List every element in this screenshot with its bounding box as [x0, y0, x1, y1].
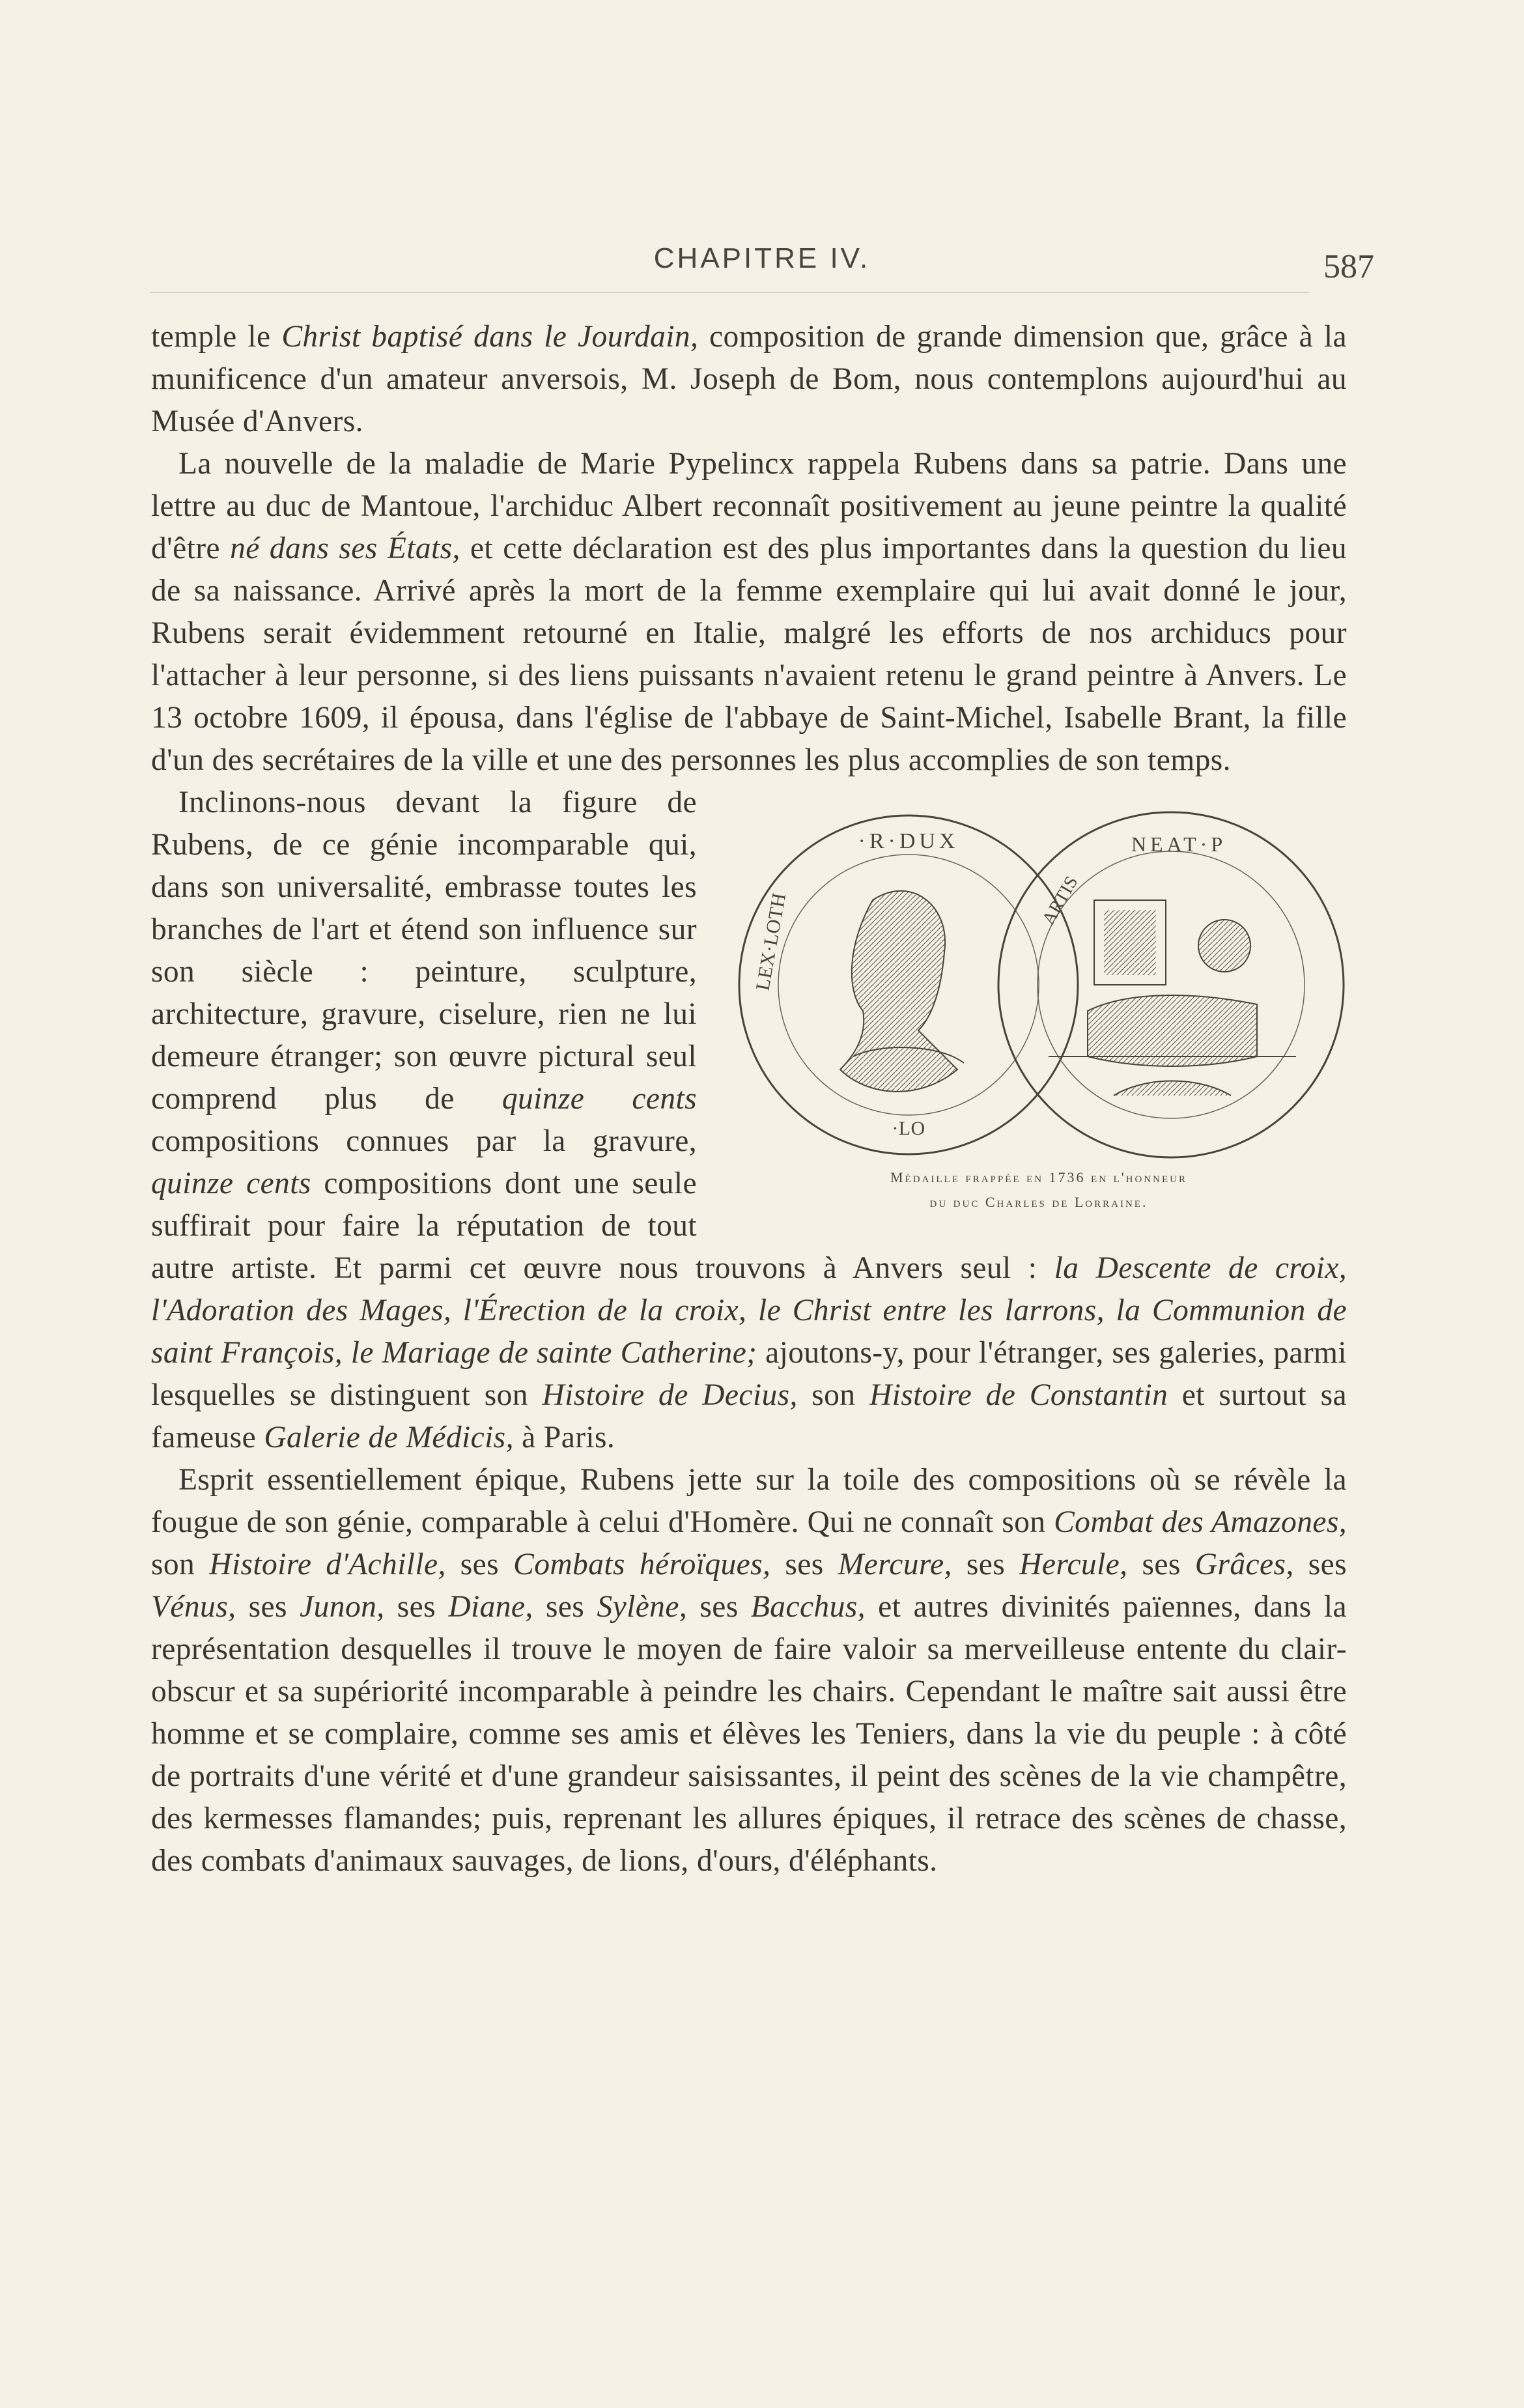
medal-reverse — [998, 812, 1344, 1157]
page-number: 587 — [1323, 248, 1374, 285]
paragraph-4: Esprit essentiellement épique, Rubens jette sur la toile des compositions où se révèle la fougue de son génie, comparable à celui d'Homère. Qui ne connaît son Combat des Amazones, son Histoire d'Achille, ses Combats héroïques, ses Mercure, ses Hercule, ses Grâces, ses Vénus, ses Junon, ses Diane, ses Sylène, ses Bacchus, et autres divinités païennes, dans la représentation desquelles il trouve le moyen de faire valoir sa merveilleuse entente du clair-obscur et sa supériorité incomparable à peindre les chairs. Cependant le maître sait aussi être homme et se complaire, comme ses amis et élèves les Teniers, dans la vie du peuple : à côté de portraits d'une vérité et d'une grandeur saisissantes, il peint des scènes de la vie champêtre, des kermesses flamandes; puis, reprenant les allures épiques, il retrace des scènes de chasse, des combats d'animaux sauvages, de lions, d'ours, d'éléphants. — [151, 1463, 1347, 1878]
figure-caption-line-1: Médaille frappée en 1736 en l'honneur — [890, 1169, 1187, 1185]
medal-illustration — [723, 796, 1355, 1161]
body-text — [151, 316, 1347, 1882]
medal-obverse — [739, 815, 1078, 1154]
paragraph-2: La nouvelle de la maladie de Marie Pypelincx rappela Rubens dans sa patrie. Dans une lettre au duc de Mantoue, l'archiduc Albert reconnaît positivement au jeune peintre la qualité d'être né dans ses États, et cette déclaration est des plus importantes dans la question du lieu de sa naissance. Arrivé après la mort de la femme exemplaire qui lui avait donné le jour, Rubens serait évidemment retourné en Italie, malgré les efforts de nos archiducs pour l'attacher à leur personne, si des liens puissants n'avaient retenu le grand peintre à Anvers. Le 13 octobre 1609, il épousa, dans l'église de l'abbaye de Saint-Michel, Isabelle Brant, la fille d'un des secrétaires de la ville et une des personnes les plus accomplies de son temps. — [151, 447, 1347, 777]
chapter-title: CHAPITRE IV. — [653, 242, 871, 274]
medal-figure — [723, 796, 1355, 1219]
running-head — [143, 242, 1381, 294]
svg-text:LEX·LOTH: LEX·LOTH — [752, 891, 791, 993]
header-rule — [150, 292, 1309, 293]
figure-caption-line-2: du duc Charles de Lorraine. — [929, 1194, 1148, 1210]
svg-text:NEAT·P: NEAT·P — [1131, 832, 1227, 856]
svg-text:·R·DUX: ·R·DUX — [858, 829, 959, 853]
svg-text:·LO: ·LO — [892, 1118, 925, 1139]
paragraph-1: temple le Christ baptisé dans le Jourdain, composition de grande dimension que, grâce à la munificence d'un amateur anversois, M. Joseph de Bom, nous contemplons aujourd'hui au Musée d'Anvers. — [151, 320, 1348, 438]
paragraph-3: Inclinons-nous devant la figure de Rubens, de ce génie incomparable qui, dans son universalité, embrasse toutes les branches de l'art et étend son influence sur son siècle : peinture, sculpture, architecture, gravure, ciselure, rien ne lui demeure étranger; son œuvre pictural seul comprend plus de quinze cents compositions connues par la gravure, quinze cents compositions dont une seule suffirait pour faire la réputation de tout autre artiste. Et parmi cet œuvre nous trouvons à Anvers seul : la Descente de croix, l'Adoration des Mages, l'Érection de la croix, le Christ entre les larrons, la Communion de saint François, le Mariage de sainte Catherine; ajoutons-y, pour l'étranger, ses galeries, parmi lesquelles se distinguent son Histoire de Decius, son Histoire de Constantin et surtout sa fameuse Galerie de Médicis, à Paris. — [151, 786, 1347, 1454]
svg-text:ARTIS: ARTIS — [1038, 872, 1082, 929]
